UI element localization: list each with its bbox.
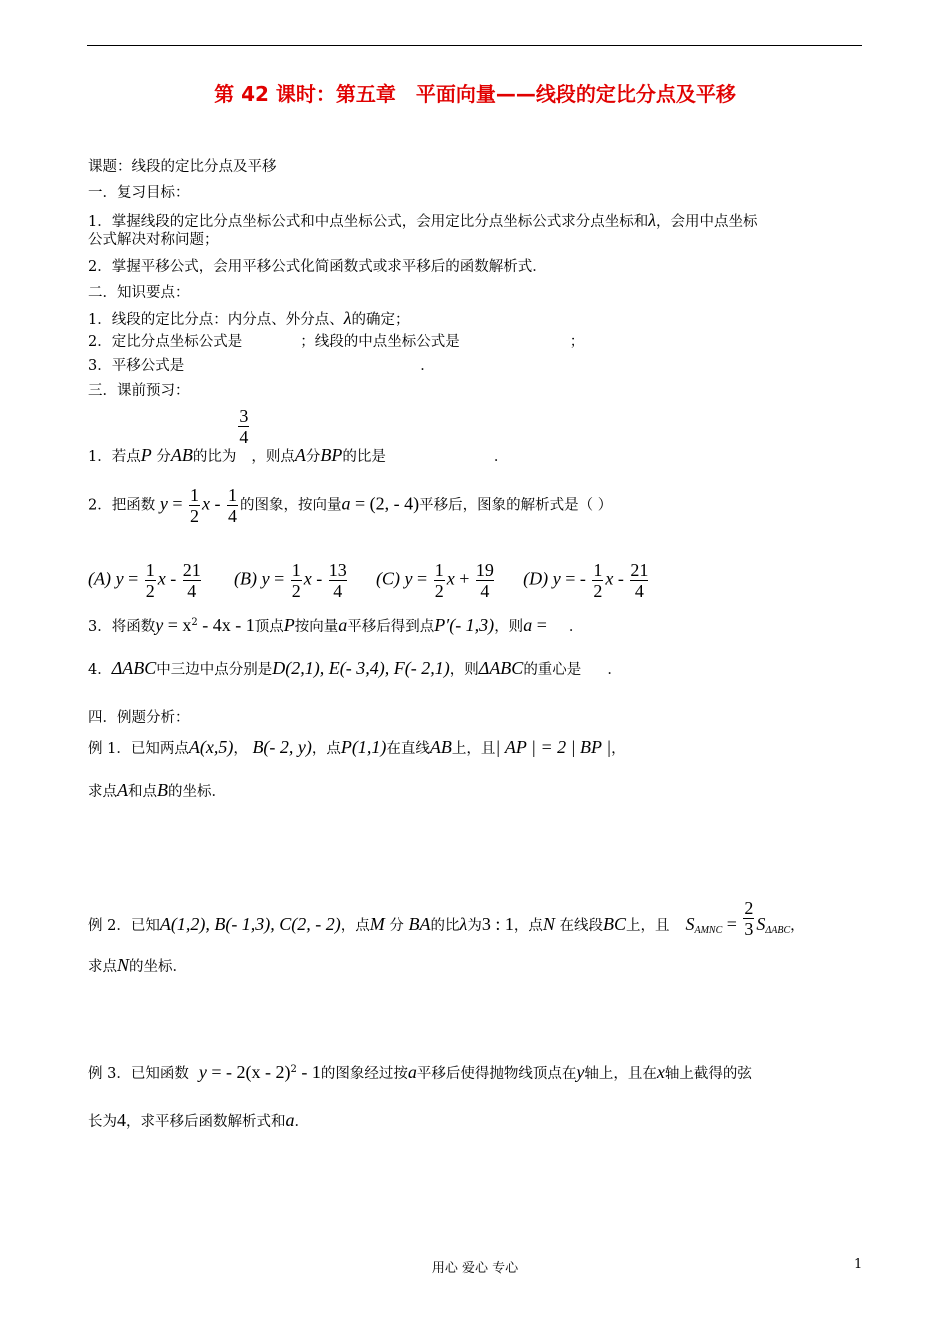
- example-3-cont: 长为4，求平移后函数解析式和a．: [88, 1110, 309, 1130]
- topic-line: 课题：线段的定比分点及平移: [88, 159, 277, 175]
- section-3-heading: 三．课前预习：: [88, 383, 190, 399]
- page-title: 第 42 课时：第五章 平面向量——线段的定比分点及平移: [214, 82, 736, 106]
- preview-4: 4．ΔABC中三边中点分别是D(2,1), E(- 3,4), F(- 2,1)，则ΔABC的重心是 ．: [88, 658, 622, 678]
- goal-1-cont: 公式解决对称问题；: [88, 232, 219, 248]
- example-2: 例 2．已知A(1,2), B(- 1,3), C(2, - 2)，点M 分 BA的比λ为3 : 1，点N 在线段BC上，且 $S_{AMNC}$ = $\frac{2}{3}$ $S_{\Delta ABC}$，: [88, 898, 805, 939]
- preview-3: 3．将函数$y = x^2 - 4x - 1$顶点P按向量a平移后得到点P′(- 1,3)，则a = ．: [88, 614, 584, 635]
- fraction-3-4: $\frac{3}{4}$: [239, 406, 249, 447]
- example-3: 例 3．已知函数 y = - 2(x - 2)$^2$ - 1的图象经过按a平移后使得抛物线顶点在y轴上，且在x轴上截得的弦: [88, 1061, 752, 1082]
- page-number: 1: [854, 1257, 863, 1272]
- knowledge-3: 3．平移公式是 ．: [88, 358, 435, 374]
- preview-2-options: (A) y = $\frac{1}{2}$ x - $\frac{21}{4}$ (B) y = $\frac{1}{2}$ x - $\frac{13}{4}$ (C) y = $\frac{1}{2}$ x + $\frac{19}{4}$ (D) y = - $\frac{1}{2}$ x - $\frac{21}{4}$: [88, 560, 649, 601]
- example-1: 例 1．已知两点A(x,5)， B(- 2, y)，点P(1,1)在直线AB上，且| AP | = 2 | BP |，: [88, 737, 626, 757]
- example-1-cont: 求点A和点B的坐标．: [88, 780, 226, 800]
- knowledge-1: 1．线段的定比分点：内分点、外分点、λ的确定；: [88, 308, 410, 328]
- section-1-heading: 一．复习目标：: [88, 185, 190, 201]
- goal-1: 1．掌握线段的定比分点坐标公式和中点坐标公式，会用定比分点坐标公式求分点坐标和λ，会用中点坐标: [88, 210, 758, 230]
- goal-2: 2．掌握平移公式，会用平移公式化简函数式或求平移后的函数解析式．: [88, 259, 547, 275]
- preview-1: 1．若点P 分AB的比为 $\frac{3}{4}$ ，则点A分BP的比是 ．: [88, 406, 509, 465]
- example-2-cont: 求点N的坐标．: [88, 955, 188, 975]
- header-rule: [87, 45, 862, 46]
- knowledge-2: 2．定比分点坐标公式是 ；线段的中点坐标公式是 ；: [88, 334, 585, 350]
- section-2-heading: 二．知识要点：: [88, 285, 190, 301]
- page-footer: 用心 爱心 专心: [431, 1261, 519, 1276]
- preview-2: 2．把函数 y = $\frac{1}{2}$ x - $\frac{1}{4}$ 的图象，按向量a = (2, - 4)平移后，图象的解析式是（ ）: [88, 485, 613, 526]
- section-4-heading: 四．例题分析：: [88, 710, 190, 726]
